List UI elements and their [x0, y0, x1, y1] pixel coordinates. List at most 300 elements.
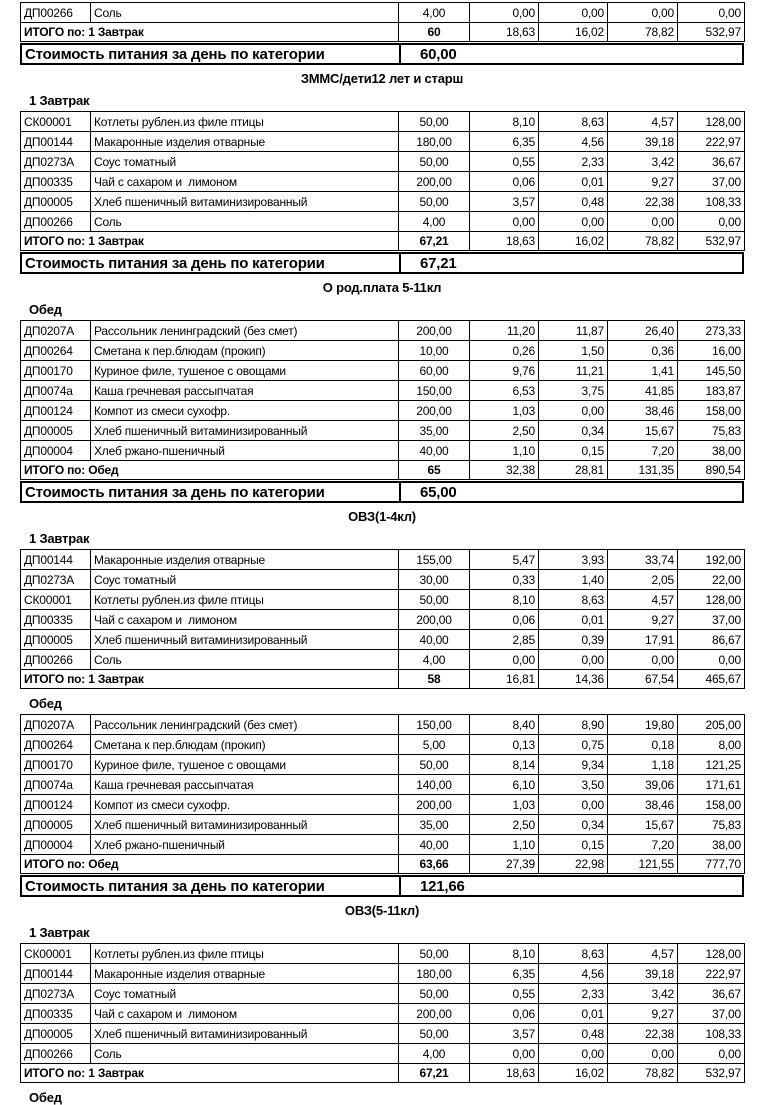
dish-name-cell: Чай с сахаром и лимоном — [91, 1004, 399, 1024]
value-cell: 41,85 — [608, 381, 678, 401]
dish-name-cell: Сметана к пер.блюдам (прокип) — [91, 735, 399, 755]
value-cell: 0,00 — [608, 212, 678, 232]
dish-name-cell: Соль — [91, 212, 399, 232]
code-cell: ДП00266 — [21, 650, 91, 670]
qty-cell: 200,00 — [399, 1004, 470, 1024]
value-cell: 0,15 — [539, 835, 608, 855]
value-cell: 8,10 — [470, 112, 539, 132]
value-cell: 11,20 — [470, 321, 539, 341]
dish-name-cell: Соус томатный — [91, 984, 399, 1004]
total-qty-cell: 60 — [399, 23, 470, 42]
value-cell: 22,00 — [678, 570, 745, 590]
menu-table — [20, 943, 745, 1083]
value-cell: 0,55 — [470, 152, 539, 172]
code-cell: ДП00005 — [21, 1024, 91, 1044]
value-cell: 1,40 — [539, 570, 608, 590]
total-value-cell: 27,39 — [470, 855, 539, 874]
value-cell: 6,53 — [470, 381, 539, 401]
value-cell: 8,63 — [539, 112, 608, 132]
value-cell: 3,57 — [470, 192, 539, 212]
table-row — [21, 172, 745, 192]
meal-header: 1 Завтрак — [29, 925, 90, 940]
qty-cell: 50,00 — [399, 944, 470, 964]
code-cell: ДП00144 — [21, 964, 91, 984]
qty-cell: 5,00 — [399, 735, 470, 755]
value-cell: 0,00 — [608, 3, 678, 23]
value-cell: 0,00 — [608, 1044, 678, 1064]
value-cell: 8,40 — [470, 715, 539, 735]
qty-cell: 50,00 — [399, 755, 470, 775]
value-cell: 0,13 — [470, 735, 539, 755]
category-header: ОВЗ(5-11кл) — [344, 903, 420, 918]
value-cell: 7,20 — [608, 441, 678, 461]
code-cell: ДП00170 — [21, 755, 91, 775]
value-cell: 75,83 — [678, 421, 745, 441]
value-cell: 36,67 — [678, 152, 745, 172]
table-row — [21, 112, 745, 132]
code-cell: ДП00335 — [21, 610, 91, 630]
dish-name-cell: Рассольник ленинградский (без смет) — [91, 715, 399, 735]
qty-cell: 4,00 — [399, 1044, 470, 1064]
value-cell: 4,57 — [608, 944, 678, 964]
table-row — [21, 984, 745, 1004]
value-cell: 16,00 — [678, 341, 745, 361]
value-cell: 39,18 — [608, 964, 678, 984]
value-cell: 158,00 — [678, 401, 745, 421]
value-cell: 1,03 — [470, 795, 539, 815]
code-cell: ДП00004 — [21, 441, 91, 461]
value-cell: 2,50 — [470, 815, 539, 835]
value-cell: 8,10 — [470, 944, 539, 964]
dish-name-cell: Компот из смеси сухофр. — [91, 795, 399, 815]
value-cell: 0,00 — [678, 650, 745, 670]
value-cell: 2,33 — [539, 984, 608, 1004]
value-cell: 128,00 — [678, 590, 745, 610]
total-value-cell: 18,63 — [470, 1064, 539, 1083]
table-row — [21, 964, 745, 984]
category-total-value: 60,00 — [420, 45, 457, 63]
qty-cell: 50,00 — [399, 112, 470, 132]
qty-cell: 50,00 — [399, 152, 470, 172]
code-cell: ДП0273А — [21, 570, 91, 590]
total-qty-cell: 67,21 — [399, 1064, 470, 1083]
qty-cell: 50,00 — [399, 1024, 470, 1044]
value-cell: 9,27 — [608, 172, 678, 192]
qty-cell: 150,00 — [399, 381, 470, 401]
code-cell: ДП00335 — [21, 172, 91, 192]
total-value-cell: 16,02 — [539, 1064, 608, 1083]
total-value-cell: 121,55 — [608, 855, 678, 874]
value-cell: 37,00 — [678, 172, 745, 192]
category-total-label: Стоимость питания за день по категории — [22, 483, 401, 501]
code-cell: ДП00264 — [21, 735, 91, 755]
code-cell: ДП00004 — [21, 835, 91, 855]
category-total-row — [20, 252, 744, 274]
value-cell: 22,38 — [608, 1024, 678, 1044]
value-cell: 3,50 — [539, 775, 608, 795]
value-cell: 4,57 — [608, 590, 678, 610]
total-value-cell: 16,81 — [470, 670, 539, 689]
value-cell: 0,00 — [678, 1044, 745, 1064]
total-label-cell: ИТОГО по: 1 Завтрак — [21, 670, 399, 689]
dish-name-cell: Хлеб ржано-пшеничный — [91, 441, 399, 461]
table-row — [21, 361, 745, 381]
value-cell: 6,35 — [470, 132, 539, 152]
value-cell: 0,39 — [539, 630, 608, 650]
table-row — [21, 570, 745, 590]
menu-table — [20, 320, 745, 480]
value-cell: 0,00 — [539, 650, 608, 670]
value-cell: 108,33 — [678, 192, 745, 212]
category-total-row — [20, 875, 744, 897]
value-cell: 0,48 — [539, 192, 608, 212]
total-label-cell: ИТОГО по: 1 Завтрак — [21, 1064, 399, 1083]
dish-name-cell: Хлеб пшеничный витаминизированный — [91, 815, 399, 835]
value-cell: 39,18 — [608, 132, 678, 152]
total-value-cell: 16,02 — [539, 23, 608, 42]
table-row — [21, 715, 745, 735]
qty-cell: 35,00 — [399, 815, 470, 835]
value-cell: 0,01 — [539, 610, 608, 630]
menu-table — [20, 111, 745, 251]
qty-cell: 10,00 — [399, 341, 470, 361]
value-cell: 6,35 — [470, 964, 539, 984]
total-row — [21, 1064, 745, 1083]
value-cell: 2,85 — [470, 630, 539, 650]
qty-cell: 50,00 — [399, 984, 470, 1004]
value-cell: 158,00 — [678, 795, 745, 815]
value-cell: 0,00 — [539, 212, 608, 232]
qty-cell: 50,00 — [399, 590, 470, 610]
value-cell: 37,00 — [678, 610, 745, 630]
total-value-cell: 532,97 — [678, 232, 745, 251]
value-cell: 171,61 — [678, 775, 745, 795]
value-cell: 0,33 — [470, 570, 539, 590]
value-cell: 3,75 — [539, 381, 608, 401]
table-row — [21, 192, 745, 212]
total-value-cell: 78,82 — [608, 1064, 678, 1083]
value-cell: 36,67 — [678, 984, 745, 1004]
table-row — [21, 381, 745, 401]
value-cell: 19,80 — [608, 715, 678, 735]
value-cell: 0,55 — [470, 984, 539, 1004]
table-row — [21, 321, 745, 341]
table-row — [21, 735, 745, 755]
qty-cell: 180,00 — [399, 964, 470, 984]
total-row — [21, 855, 745, 874]
value-cell: 0,00 — [539, 401, 608, 421]
code-cell: ДП0074а — [21, 381, 91, 401]
value-cell: 1,18 — [608, 755, 678, 775]
dish-name-cell: Хлеб пшеничный витаминизированный — [91, 1024, 399, 1044]
category-total-row — [20, 43, 744, 65]
value-cell: 0,75 — [539, 735, 608, 755]
qty-cell: 200,00 — [399, 321, 470, 341]
value-cell: 0,06 — [470, 610, 539, 630]
meal-header: 1 Завтрак — [29, 93, 90, 108]
table-row — [21, 775, 745, 795]
code-cell: ДП00005 — [21, 630, 91, 650]
value-cell: 205,00 — [678, 715, 745, 735]
qty-cell: 40,00 — [399, 441, 470, 461]
qty-cell: 40,00 — [399, 630, 470, 650]
qty-cell: 200,00 — [399, 172, 470, 192]
category-total-label: Стоимость питания за день по категории — [22, 45, 401, 63]
value-cell: 9,27 — [608, 1004, 678, 1024]
total-value-cell: 532,97 — [678, 23, 745, 42]
value-cell: 0,34 — [539, 815, 608, 835]
table-row — [21, 795, 745, 815]
total-row — [21, 232, 745, 251]
code-cell: ДП00266 — [21, 3, 91, 23]
dish-name-cell: Хлеб пшеничный витаминизированный — [91, 192, 399, 212]
value-cell: 0,00 — [470, 1044, 539, 1064]
total-value-cell: 32,38 — [470, 461, 539, 480]
value-cell: 0,00 — [470, 3, 539, 23]
code-cell: ДП00124 — [21, 401, 91, 421]
dish-name-cell: Макаронные изделия отварные — [91, 132, 399, 152]
value-cell: 8,14 — [470, 755, 539, 775]
value-cell: 1,41 — [608, 361, 678, 381]
table-row — [21, 152, 745, 172]
table-row — [21, 835, 745, 855]
dish-name-cell: Рассольник ленинградский (без смет) — [91, 321, 399, 341]
qty-cell: 40,00 — [399, 835, 470, 855]
category-total-value: 65,00 — [420, 483, 457, 501]
dish-name-cell: Сметана к пер.блюдам (прокип) — [91, 341, 399, 361]
value-cell: 2,50 — [470, 421, 539, 441]
total-row — [21, 461, 745, 480]
value-cell: 145,50 — [678, 361, 745, 381]
value-cell: 3,42 — [608, 152, 678, 172]
value-cell: 4,57 — [608, 112, 678, 132]
qty-cell: 180,00 — [399, 132, 470, 152]
value-cell: 6,10 — [470, 775, 539, 795]
dish-name-cell: Куриное филе, тушеное с овощами — [91, 361, 399, 381]
value-cell: 9,76 — [470, 361, 539, 381]
value-cell: 0,00 — [539, 3, 608, 23]
value-cell: 1,03 — [470, 401, 539, 421]
value-cell: 0,34 — [539, 421, 608, 441]
dish-name-cell: Соль — [91, 1044, 399, 1064]
total-qty-cell: 58 — [399, 670, 470, 689]
total-qty-cell: 65 — [399, 461, 470, 480]
dish-name-cell: Чай с сахаром и лимоном — [91, 172, 399, 192]
value-cell: 273,33 — [678, 321, 745, 341]
qty-cell: 200,00 — [399, 610, 470, 630]
value-cell: 2,05 — [608, 570, 678, 590]
value-cell: 0,15 — [539, 441, 608, 461]
dish-name-cell: Хлеб пшеничный витаминизированный — [91, 421, 399, 441]
dish-name-cell: Соус томатный — [91, 570, 399, 590]
qty-cell: 50,00 — [399, 192, 470, 212]
code-cell: ДП00335 — [21, 1004, 91, 1024]
value-cell: 0,18 — [608, 735, 678, 755]
value-cell: 0,01 — [539, 1004, 608, 1024]
total-value-cell: 131,35 — [608, 461, 678, 480]
value-cell: 11,21 — [539, 361, 608, 381]
total-value-cell: 28,81 — [539, 461, 608, 480]
table-row — [21, 421, 745, 441]
code-cell: ДП0207А — [21, 715, 91, 735]
table-row — [21, 1004, 745, 1024]
value-cell: 0,36 — [608, 341, 678, 361]
table-row — [21, 1044, 745, 1064]
table-row — [21, 815, 745, 835]
total-qty-cell: 67,21 — [399, 232, 470, 251]
value-cell: 128,00 — [678, 112, 745, 132]
value-cell: 22,38 — [608, 192, 678, 212]
qty-cell: 30,00 — [399, 570, 470, 590]
total-value-cell: 18,63 — [470, 23, 539, 42]
total-value-cell: 465,67 — [678, 670, 745, 689]
value-cell: 9,27 — [608, 610, 678, 630]
value-cell: 0,00 — [539, 1044, 608, 1064]
value-cell: 0,01 — [539, 172, 608, 192]
value-cell: 0,48 — [539, 1024, 608, 1044]
code-cell: СК00001 — [21, 112, 91, 132]
value-cell: 5,47 — [470, 550, 539, 570]
code-cell: СК00001 — [21, 944, 91, 964]
value-cell: 17,91 — [608, 630, 678, 650]
meal-header: Обед — [29, 1090, 62, 1105]
code-cell: ДП00144 — [21, 550, 91, 570]
code-cell: ДП00005 — [21, 192, 91, 212]
table-row — [21, 650, 745, 670]
value-cell: 38,46 — [608, 401, 678, 421]
table-row — [21, 630, 745, 650]
value-cell: 3,42 — [608, 984, 678, 1004]
total-label-cell: ИТОГО по: Обед — [21, 855, 399, 874]
value-cell: 15,67 — [608, 421, 678, 441]
total-row — [21, 670, 745, 689]
table-row — [21, 610, 745, 630]
dish-name-cell: Хлеб пшеничный витаминизированный — [91, 630, 399, 650]
dish-name-cell: Макаронные изделия отварные — [91, 550, 399, 570]
value-cell: 2,33 — [539, 152, 608, 172]
qty-cell: 155,00 — [399, 550, 470, 570]
qty-cell: 35,00 — [399, 421, 470, 441]
qty-cell: 60,00 — [399, 361, 470, 381]
table-row — [21, 132, 745, 152]
category-header: ОВЗ(1-4кл) — [348, 509, 416, 524]
table-row — [21, 755, 745, 775]
value-cell: 0,06 — [470, 172, 539, 192]
value-cell: 183,87 — [678, 381, 745, 401]
value-cell: 8,63 — [539, 590, 608, 610]
value-cell: 222,97 — [678, 964, 745, 984]
total-value-cell: 890,54 — [678, 461, 745, 480]
code-cell: ДП00124 — [21, 795, 91, 815]
menu-table — [20, 2, 745, 42]
code-cell: ДП0273А — [21, 152, 91, 172]
value-cell: 37,00 — [678, 1004, 745, 1024]
dish-name-cell: Соль — [91, 650, 399, 670]
category-total-label: Стоимость питания за день по категории — [22, 877, 401, 895]
total-value-cell: 18,63 — [470, 232, 539, 251]
value-cell: 15,67 — [608, 815, 678, 835]
dish-name-cell: Макаронные изделия отварные — [91, 964, 399, 984]
table-row — [21, 401, 745, 421]
meal-header: Обед — [29, 302, 62, 317]
value-cell: 38,00 — [678, 835, 745, 855]
value-cell: 38,46 — [608, 795, 678, 815]
value-cell: 192,00 — [678, 550, 745, 570]
value-cell: 0,00 — [678, 3, 745, 23]
qty-cell: 150,00 — [399, 715, 470, 735]
category-total-row — [20, 481, 744, 503]
value-cell: 222,97 — [678, 132, 745, 152]
code-cell: ДП00144 — [21, 132, 91, 152]
value-cell: 0,06 — [470, 1004, 539, 1024]
table-row — [21, 590, 745, 610]
value-cell: 3,57 — [470, 1024, 539, 1044]
qty-cell: 140,00 — [399, 775, 470, 795]
value-cell: 9,34 — [539, 755, 608, 775]
value-cell: 8,63 — [539, 944, 608, 964]
menu-table — [20, 714, 745, 874]
dish-name-cell: Куриное филе, тушеное с овощами — [91, 755, 399, 775]
table-row — [21, 341, 745, 361]
table-row — [21, 3, 745, 23]
menu-table — [20, 549, 745, 689]
code-cell: ДП0207А — [21, 321, 91, 341]
value-cell: 108,33 — [678, 1024, 745, 1044]
code-cell: ДП00264 — [21, 341, 91, 361]
code-cell: ДП00170 — [21, 361, 91, 381]
code-cell: ДП00005 — [21, 421, 91, 441]
total-label-cell: ИТОГО по: 1 Завтрак — [21, 23, 399, 42]
value-cell: 1,10 — [470, 835, 539, 855]
total-value-cell: 78,82 — [608, 23, 678, 42]
table-row — [21, 550, 745, 570]
value-cell: 86,67 — [678, 630, 745, 650]
value-cell: 121,25 — [678, 755, 745, 775]
value-cell: 75,83 — [678, 815, 745, 835]
dish-name-cell: Котлеты рублен.из филе птицы — [91, 590, 399, 610]
total-value-cell: 16,02 — [539, 232, 608, 251]
total-value-cell: 78,82 — [608, 232, 678, 251]
code-cell: СК00001 — [21, 590, 91, 610]
value-cell: 0,00 — [608, 650, 678, 670]
code-cell: ДП00005 — [21, 815, 91, 835]
dish-name-cell: Компот из смеси сухофр. — [91, 401, 399, 421]
total-value-cell: 67,54 — [608, 670, 678, 689]
qty-cell: 200,00 — [399, 401, 470, 421]
value-cell: 0,26 — [470, 341, 539, 361]
total-value-cell: 22,98 — [539, 855, 608, 874]
total-value-cell: 14,36 — [539, 670, 608, 689]
total-row — [21, 23, 745, 42]
value-cell: 7,20 — [608, 835, 678, 855]
dish-name-cell: Соль — [91, 3, 399, 23]
total-qty-cell: 63,66 — [399, 855, 470, 874]
table-row — [21, 1024, 745, 1044]
value-cell: 4,56 — [539, 132, 608, 152]
dish-name-cell: Хлеб ржано-пшеничный — [91, 835, 399, 855]
dish-name-cell: Котлеты рублен.из филе птицы — [91, 112, 399, 132]
table-row — [21, 441, 745, 461]
meal-header: 1 Завтрак — [29, 531, 90, 546]
table-row — [21, 944, 745, 964]
category-header: ЗММС/дети12 лет и старш — [300, 71, 464, 86]
value-cell: 3,93 — [539, 550, 608, 570]
qty-cell: 4,00 — [399, 212, 470, 232]
value-cell: 0,00 — [539, 795, 608, 815]
total-label-cell: ИТОГО по: Обед — [21, 461, 399, 480]
code-cell: ДП0074а — [21, 775, 91, 795]
value-cell: 0,00 — [678, 212, 745, 232]
